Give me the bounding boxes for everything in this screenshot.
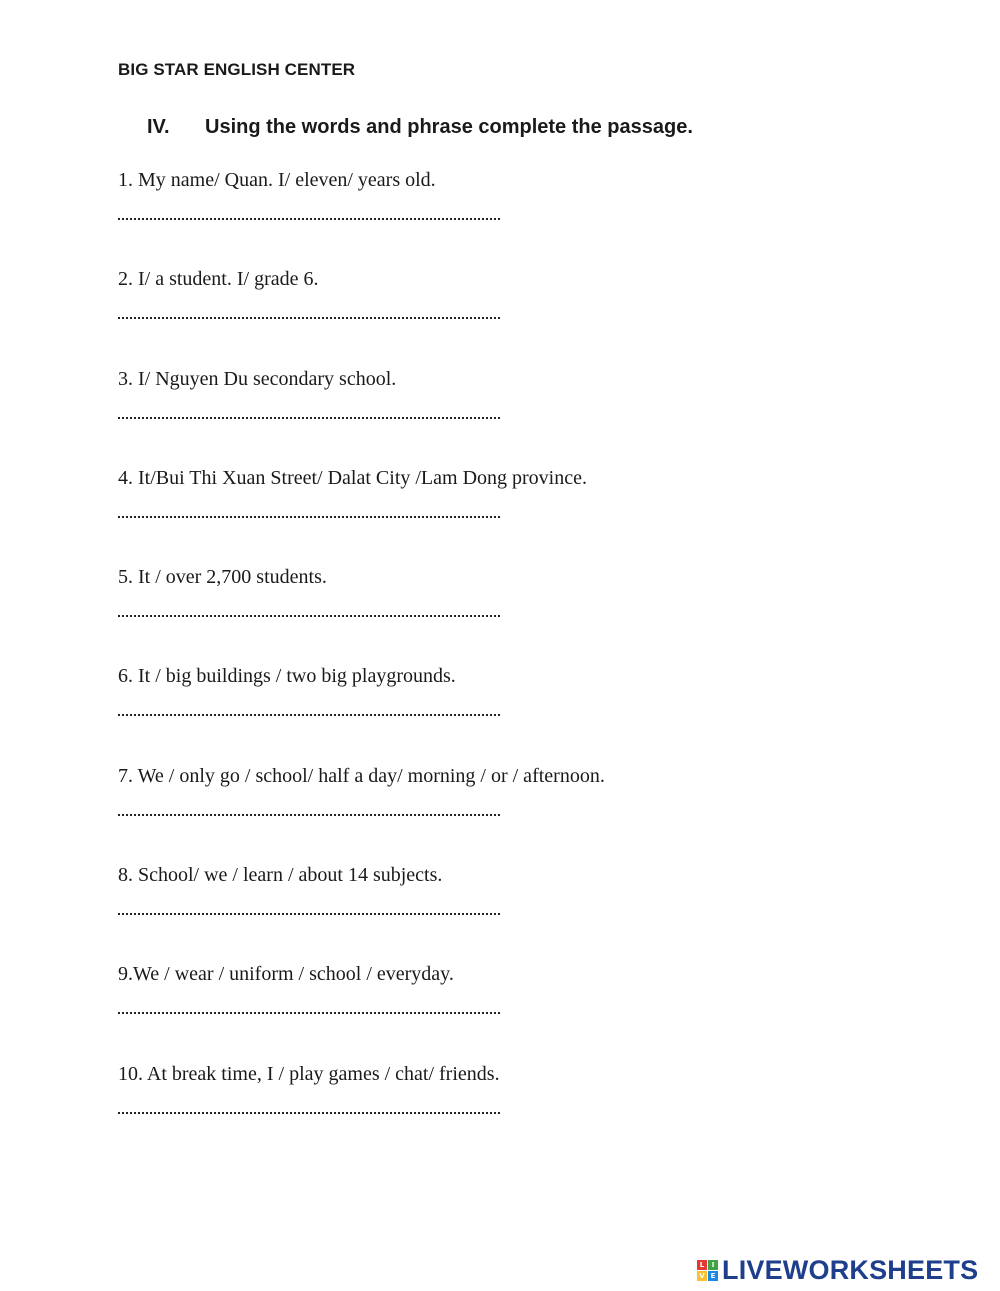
- exercise-item: [118, 664, 818, 763]
- exercise-item: [118, 962, 818, 1061]
- exercise-prompt: 5. It / over 2,700 students.: [118, 566, 327, 589]
- exercise-prompt: 7. We / only go / school/ half a day/ morning / or / afternoon.: [118, 764, 605, 787]
- logo-block-l: L: [697, 1260, 707, 1270]
- brand-name: LIVEWORKSHEETS: [722, 1254, 979, 1285]
- exercise-prompt: 6. It / big buildings / two big playgrounds.: [118, 665, 456, 688]
- exercise-item: [118, 764, 818, 863]
- exercise-list: [118, 168, 818, 1161]
- exercise-item: [118, 1062, 818, 1161]
- answer-field[interactable]: [118, 913, 500, 915]
- logo-block-e: E: [708, 1271, 718, 1281]
- exercise-item: [118, 168, 818, 267]
- exercise-item: [118, 267, 818, 366]
- exercise-item: [118, 863, 818, 962]
- exercise-prompt: 4. It/Bui Thi Xuan Street/ Dalat City /Lam Dong province.: [118, 466, 587, 489]
- exercise-item: [118, 565, 818, 664]
- exercise-item: [118, 367, 818, 466]
- answer-field[interactable]: [118, 218, 500, 220]
- logo-block-i: I: [708, 1260, 718, 1270]
- exercise-prompt: 1. My name/ Quan. I/ eleven/ years old.: [118, 169, 436, 191]
- answer-field[interactable]: [118, 317, 500, 319]
- exercise-item: [118, 466, 818, 565]
- liveworksheets-logo: [697, 1255, 978, 1285]
- section-title: [147, 116, 693, 139]
- exercise-prompt: 10. At break time, I / play games / chat/ friends.: [118, 1062, 500, 1085]
- exercise-prompt: 3. I/ Nguyen Du secondary school.: [118, 367, 397, 390]
- center-name: BIG STAR ENGLISH CENTER: [118, 60, 356, 79]
- answer-field[interactable]: [118, 814, 500, 816]
- answer-field[interactable]: [118, 615, 500, 617]
- logo-icon: [697, 1260, 718, 1281]
- exercise-prompt: 8. School/ we / learn / about 14 subjects.: [118, 864, 443, 887]
- exercise-prompt: 9.We / wear / uniform / school / everyday.: [118, 963, 454, 986]
- answer-field[interactable]: [118, 417, 500, 419]
- answer-field[interactable]: [118, 1112, 500, 1114]
- answer-field[interactable]: [118, 1012, 500, 1014]
- answer-field[interactable]: [118, 714, 500, 716]
- section-number: IV.: [147, 116, 170, 138]
- section-instruction: Using the words and phrase complete the passage.: [205, 116, 693, 138]
- answer-field[interactable]: [118, 516, 500, 518]
- logo-block-v: V: [697, 1271, 707, 1281]
- exercise-prompt: 2. I/ a student. I/ grade 6.: [118, 268, 319, 291]
